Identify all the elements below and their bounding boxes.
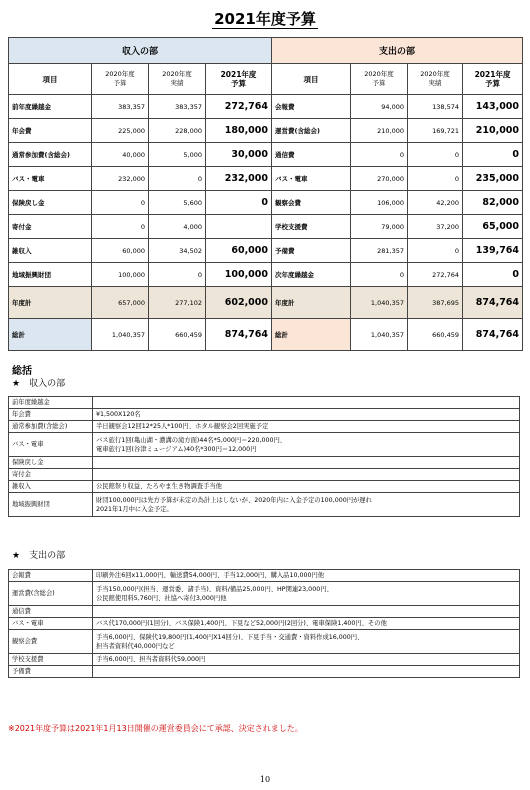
expense-detail-row [9, 606, 520, 618]
expense-detail-row [9, 582, 520, 606]
income-budget-2021: 272,764 [206, 95, 272, 119]
income-detail-label: 通常参加費(含総会) [9, 421, 93, 433]
income-detail-row [9, 457, 520, 469]
expense-actual-2020: 0 [408, 143, 463, 167]
income-budget-2021 [206, 215, 272, 239]
income-detail-text: 半日観察会12回12*25人*100円、ホタル観察会2回実施予定 [93, 421, 520, 433]
income-budget-2020: 100,000 [92, 263, 149, 287]
income-detail-row [9, 493, 520, 517]
income-year-total-actual-2020: 277,102 [149, 287, 206, 319]
income-row-label: 通常参加費(含総会) [9, 143, 92, 167]
income-actual-2020: 0 [149, 167, 206, 191]
income-detail-text: バス旅行1回(亀山湖・濃溝の滝方面)44名*5,000円＝220,000円、 電車旅行1回(谷津ミュージアム)40名*300円＝12,000円 [93, 433, 520, 457]
income-detail-label: 前年度繰越金 [9, 397, 93, 409]
expense-row-label: 予備費 [272, 239, 351, 263]
income-row-label: 保険戻し金 [9, 191, 92, 215]
income-detail-label: 保険戻し金 [9, 457, 93, 469]
expense-grand-total-actual-2020: 660,459 [408, 319, 463, 351]
expense-row-label: 運営費(含総会) [272, 119, 351, 143]
expense-row-label: 観察会費 [272, 191, 351, 215]
income-budget-2020: 232,000 [92, 167, 149, 191]
income-detail-text: 公民館祭り収益、たろやま生き物調査手当他 [93, 481, 520, 493]
expense-budget-2020: 0 [351, 143, 408, 167]
expense-detail-label: バス・電車 [9, 618, 93, 630]
income-column-header: 2020年度 予算 [92, 64, 149, 95]
income-budget-2020: 60,000 [92, 239, 149, 263]
expense-section-title: ★ 支出の部 [12, 551, 66, 561]
income-budget-2020: 40,000 [92, 143, 149, 167]
expense-detail-text: 印刷外注6回x11,000円、輸送費54,000円、手当12,000円、購入品10,000円他 [93, 570, 520, 582]
income-detail-row [9, 481, 520, 493]
income-year-total-budget-2020: 657,000 [92, 287, 149, 319]
expense-budget-2020: 94,000 [351, 95, 408, 119]
income-row-label: バス・電車 [9, 167, 92, 191]
expense-actual-2020: 169,721 [408, 119, 463, 143]
income-row-label: 地域振興財団 [9, 263, 92, 287]
income-actual-2020: 5,600 [149, 191, 206, 215]
expense-detail-text: 手当6,000円、保険代19,800円(1,400円X14回分)、下見手当・交通費・資料作成16,000円、 担当者資料代40,000円など [93, 630, 520, 654]
income-details-table [8, 396, 520, 517]
income-detail-text [93, 397, 520, 409]
income-actual-2020: 4,000 [149, 215, 206, 239]
expense-budget-2021: 0 [463, 263, 523, 287]
expense-column-header: 2020年度 実績 [408, 64, 463, 95]
page-number: 10 [259, 775, 271, 784]
expense-row-label: 学校支援費 [272, 215, 351, 239]
expense-detail-row [9, 654, 520, 666]
expense-year-total-label: 年度計 [272, 287, 351, 319]
income-row-label: 前年度繰越金 [9, 95, 92, 119]
expense-actual-2020: 42,200 [408, 191, 463, 215]
expense-budget-2021: 139,764 [463, 239, 523, 263]
budget-table [8, 37, 523, 351]
expense-detail-label: 通信費 [9, 606, 93, 618]
page-title: 2021年度予算 [214, 10, 316, 28]
income-actual-2020: 0 [149, 263, 206, 287]
expense-header: 支出の部 [272, 38, 523, 64]
income-budget-2020: 0 [92, 215, 149, 239]
expense-year-total-budget-2020: 1,040,357 [351, 287, 408, 319]
income-detail-label: バス・電車 [9, 433, 93, 457]
expense-grand-total-budget-2020: 1,040,357 [351, 319, 408, 351]
expense-detail-label: 会報費 [9, 570, 93, 582]
income-detail-text: 財団100,000円は先方予算が未定の為計上はしないが、2020年内に入金予定の100,000円が遅れ 2021年1月中に入金予定。 [93, 493, 520, 517]
expense-year-total-budget-2021: 874,764 [463, 287, 523, 319]
expense-detail-label: 運営費(含総会) [9, 582, 93, 606]
expense-row-label: 通信費 [272, 143, 351, 167]
expense-budget-2021: 210,000 [463, 119, 523, 143]
expense-actual-2020: 37,200 [408, 215, 463, 239]
expense-actual-2020: 272,764 [408, 263, 463, 287]
expense-detail-label: 予備費 [9, 666, 93, 678]
expense-detail-row [9, 618, 520, 630]
income-section-title: ★ 収入の部 [12, 379, 66, 389]
income-row-label: 寄付金 [9, 215, 92, 239]
expense-detail-row [9, 666, 520, 678]
income-detail-label: 地域振興財団 [9, 493, 93, 517]
income-budget-2021: 180,000 [206, 119, 272, 143]
expense-column-header: 項目 [272, 64, 351, 95]
expense-detail-text: 手当6,000円、担当者資料代59,000円 [93, 654, 520, 666]
expense-grand-total-budget-2021: 874,764 [463, 319, 523, 351]
expense-column-header: 2021年度 予算 [463, 64, 523, 95]
expense-detail-row [9, 630, 520, 654]
income-budget-2021: 100,000 [206, 263, 272, 287]
expense-detail-text: バス代170,000円(1回分)、バス保険1,400円、下見など52,000円(2回分)、電車保険1,400円、その他 [93, 618, 520, 630]
income-detail-row [9, 397, 520, 409]
income-grand-total-actual-2020: 660,459 [149, 319, 206, 351]
income-detail-label: 年会費 [9, 409, 93, 421]
income-budget-2021: 0 [206, 191, 272, 215]
expense-budget-2020: 106,000 [351, 191, 408, 215]
income-budget-2021: 232,000 [206, 167, 272, 191]
expense-budget-2021: 143,000 [463, 95, 523, 119]
expense-budget-2020: 0 [351, 263, 408, 287]
income-row-label: 雑収入 [9, 239, 92, 263]
income-detail-text [93, 469, 520, 481]
income-grand-total-label: 総計 [9, 319, 92, 351]
expense-detail-label: 観察会費 [9, 630, 93, 654]
expense-budget-2020: 79,000 [351, 215, 408, 239]
expense-row-label: 次年度繰越金 [272, 263, 351, 287]
income-detail-text: ¥1,500X120名 [93, 409, 520, 421]
income-grand-total-budget-2021: 874,764 [206, 319, 272, 351]
income-budget-2020: 0 [92, 191, 149, 215]
approval-note: ※2021年度予算は2021年1月13日開催の運営委員会にて承認、決定されました。 [8, 724, 303, 733]
income-year-total-budget-2021: 602,000 [206, 287, 272, 319]
expense-budget-2021: 82,000 [463, 191, 523, 215]
expense-row-label: 会報費 [272, 95, 351, 119]
expense-row-label: バス・電車 [272, 167, 351, 191]
expense-budget-2021: 0 [463, 143, 523, 167]
income-detail-row [9, 433, 520, 457]
income-budget-2021: 30,000 [206, 143, 272, 167]
expense-budget-2021: 65,000 [463, 215, 523, 239]
expense-year-total-actual-2020: 387,695 [408, 287, 463, 319]
income-actual-2020: 34,502 [149, 239, 206, 263]
income-year-total-label: 年度計 [9, 287, 92, 319]
expense-column-header: 2020年度 予算 [351, 64, 408, 95]
expense-budget-2020: 270,000 [351, 167, 408, 191]
income-actual-2020: 383,357 [149, 95, 206, 119]
expense-detail-text [93, 666, 520, 678]
income-detail-text [93, 457, 520, 469]
expense-actual-2020: 0 [408, 239, 463, 263]
expense-detail-text [93, 606, 520, 618]
income-column-header: 2021年度 予算 [206, 64, 272, 95]
income-detail-label: 寄付金 [9, 469, 93, 481]
income-budget-2020: 225,000 [92, 119, 149, 143]
expense-budget-2020: 210,000 [351, 119, 408, 143]
expense-actual-2020: 0 [408, 167, 463, 191]
income-budget-2020: 383,357 [92, 95, 149, 119]
expense-detail-row [9, 570, 520, 582]
income-column-header: 項目 [9, 64, 92, 95]
expense-budget-2020: 281,357 [351, 239, 408, 263]
income-header: 収入の部 [9, 38, 272, 64]
expense-budget-2021: 235,000 [463, 167, 523, 191]
income-detail-label: 雑収入 [9, 481, 93, 493]
expense-actual-2020: 138,574 [408, 95, 463, 119]
income-detail-row [9, 409, 520, 421]
income-actual-2020: 5,000 [149, 143, 206, 167]
income-column-header: 2020年度 実績 [149, 64, 206, 95]
expense-detail-text: 手当150,000円(担当、運営委、諸手当)、資料/備品25,000円、HP関連23,000円、 公民館使用料5,760円、社協へ寄付3,000円他 [93, 582, 520, 606]
expense-details-table [8, 569, 520, 678]
summary-title: 総括 [12, 366, 32, 377]
income-budget-2021: 60,000 [206, 239, 272, 263]
expense-detail-label: 学校支援費 [9, 654, 93, 666]
income-row-label: 年会費 [9, 119, 92, 143]
income-actual-2020: 228,000 [149, 119, 206, 143]
expense-grand-total-label: 総計 [272, 319, 351, 351]
income-grand-total-budget-2020: 1,040,357 [92, 319, 149, 351]
income-detail-row [9, 421, 520, 433]
income-detail-row [9, 469, 520, 481]
